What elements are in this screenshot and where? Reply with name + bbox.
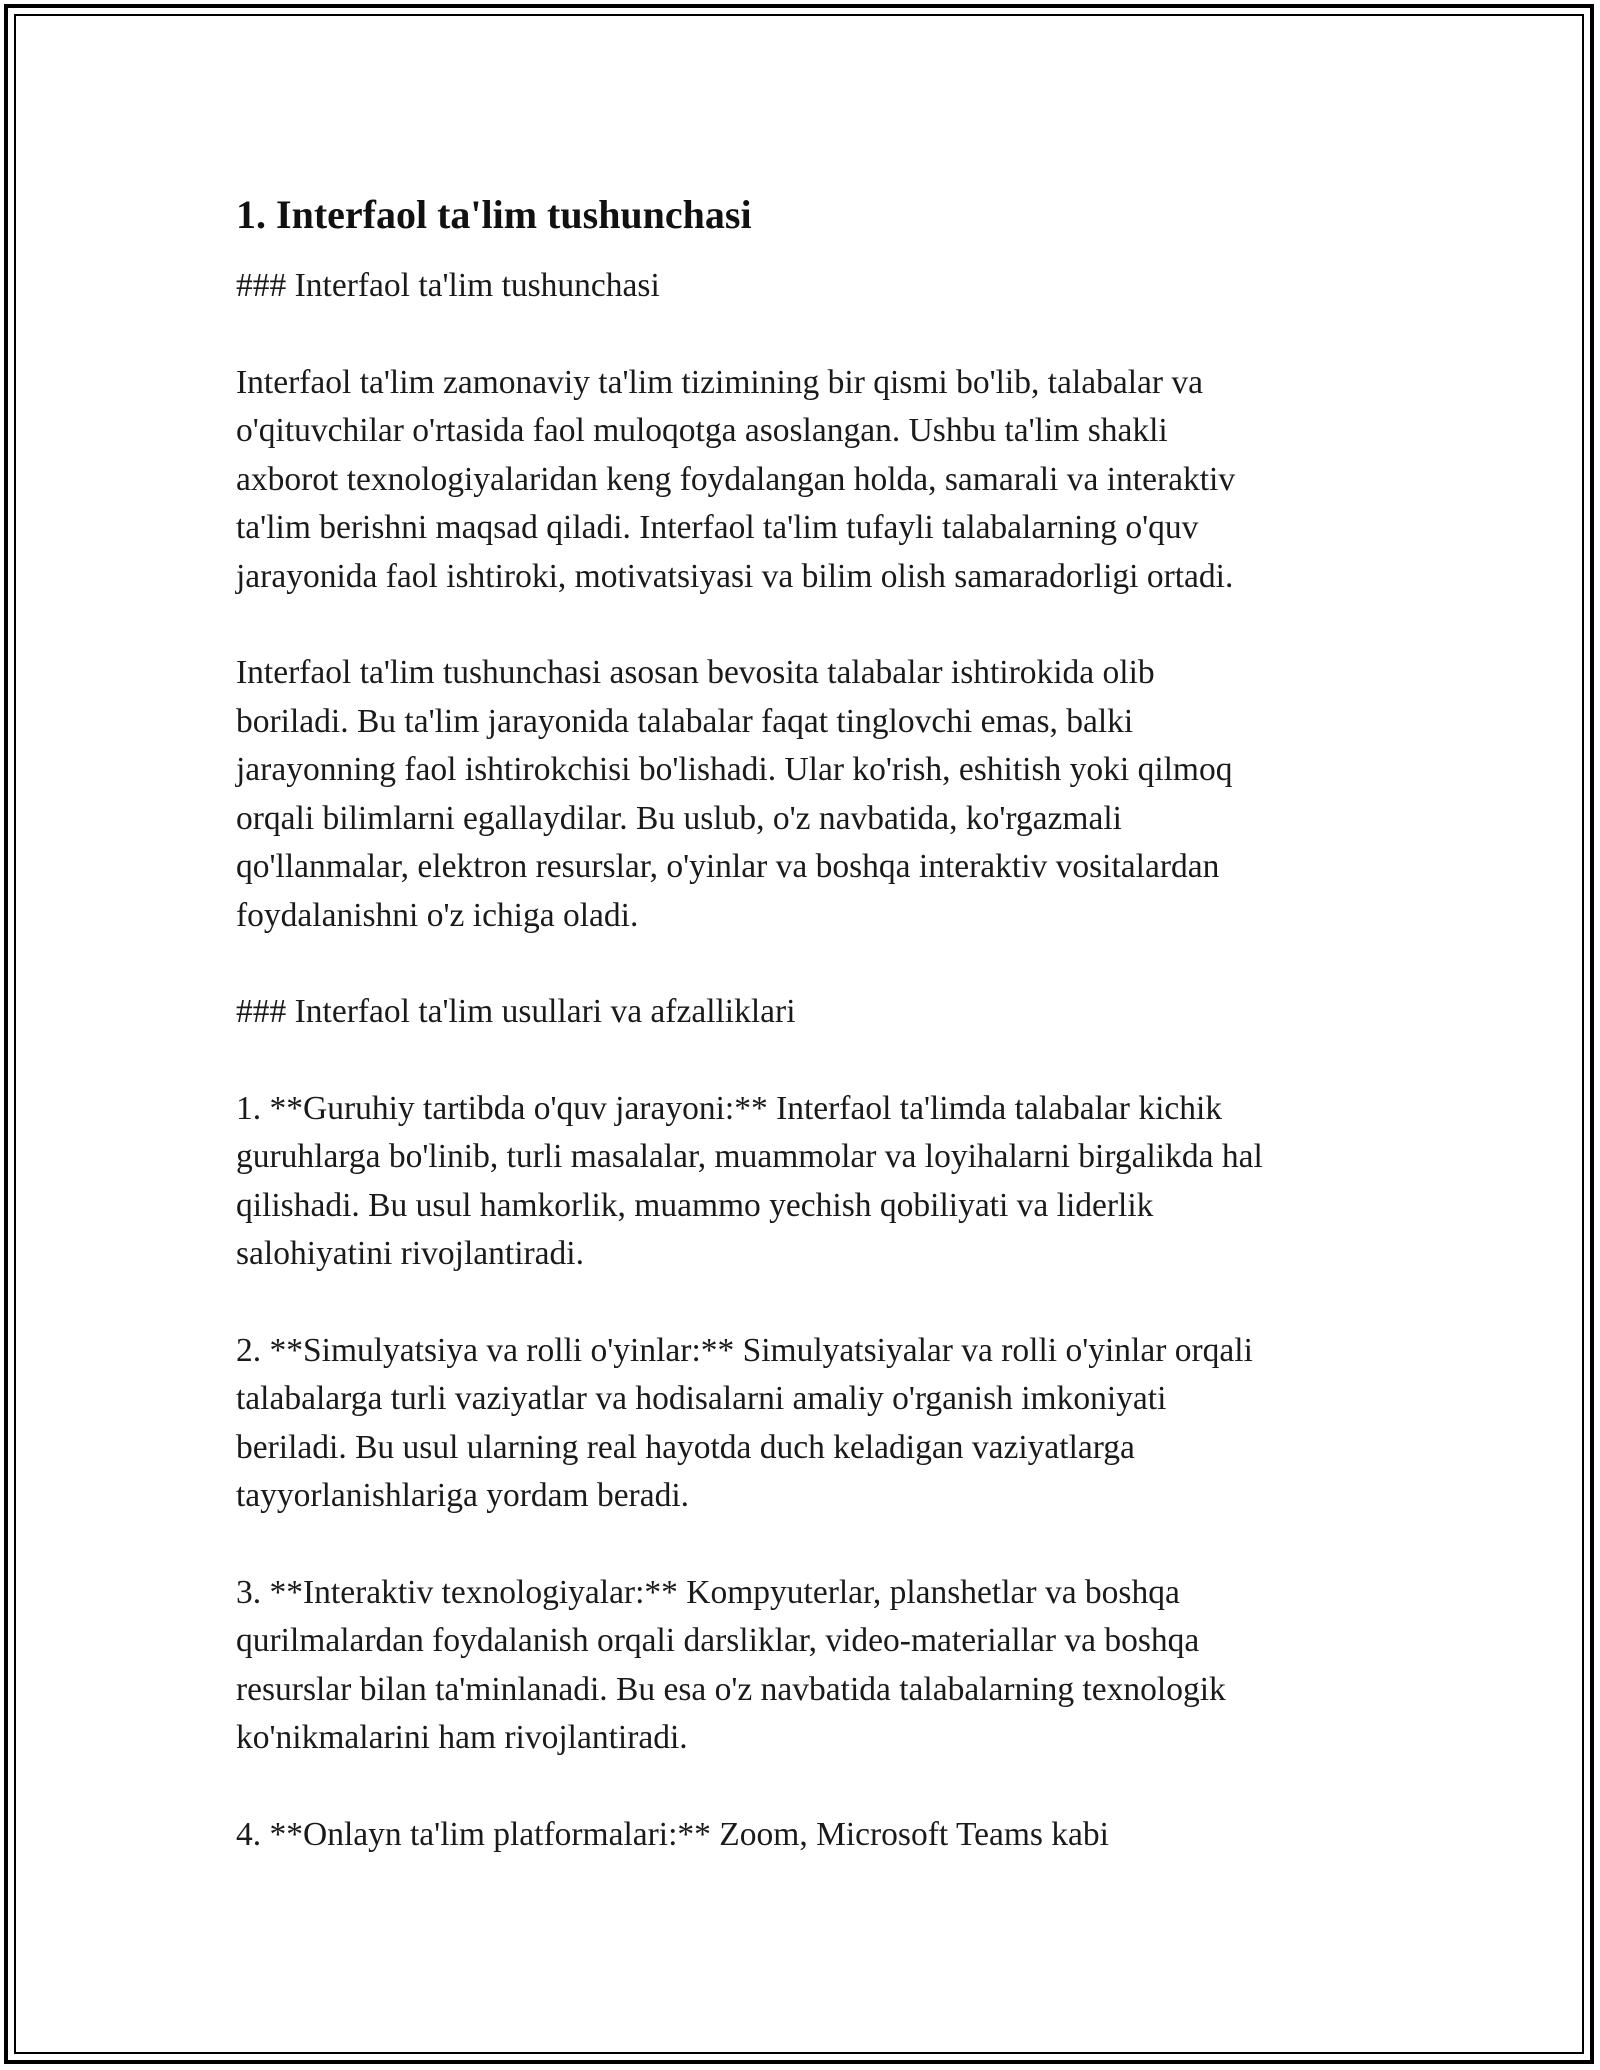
paragraph-concept: Interfaol ta'lim tushunchasi asosan bevosita talabalar ishtirokida olib boriladi. Bu ta'lim jarayonida talabalar faqat tinglovchi emas, balki jarayonning faol ishtirokchisi bo'lishadi. Ular ko'rish, eshitish yoki qilmoq orqali bilimlarni egallaydilar. Bu uslub, o'z navbatida, ko'rgazmali qo'llanmalar, elektron resurslar, o'yinlar va boshqa interaktiv vositalardan foydalanishni o'z ichiga oladi. bbox=[236, 654, 1233, 934]
document-body bbox=[236, 190, 1376, 1907]
list-item-interactive-tech: 3. **Interaktiv texnologiyalar:** Kompyuterlar, planshetlar va boshqa qurilmalardan foydalanish orqali darsliklar, video-materiallar va boshqa resurslar bilan ta'minlanadi. Bu esa o'z navbatida talabalarning texnologik ko'nikmalarini ham rivojlantiradi. bbox=[236, 1573, 1226, 1756]
subheading-methods: ### Interfaol ta'lim usullari va afzalliklari bbox=[236, 993, 796, 1030]
list-item-simulation: 2. **Simulyatsiya va rolli o'yinlar:** Simulyatsiyalar va rolli o'yinlar orqali talabalarga turli vaziyatlar va hodisalarni amaliy o'rganish imkoniyati beriladi. Bu usul ularning real hayotda duch keladigan vaziyatlarga tayyorlanishlariga yordam beradi. bbox=[236, 1331, 1253, 1514]
paragraph-intro: Interfaol ta'lim zamonaviy ta'lim tizimining bir qismi bo'lib, talabalar va o'qituvchilar o'rtasida faol muloqotga asoslangan. Ushbu ta'lim shakli axborot texnologiyalaridan keng foydalangan holda, samarali va interaktiv ta'lim berishni maqsad qiladi. Interfaol ta'lim tufayli talabalarning o'quv jarayonida faol ishtiroki, motivatsiyasi va bilim olish samaradorligi ortadi. bbox=[236, 363, 1236, 595]
subheading-concept: ### Interfaol ta'lim tushunchasi bbox=[236, 267, 660, 304]
list-item-group-learning: 1. **Guruhiy tartibda o'quv jarayoni:** Interfaol ta'limda talabalar kichik guruhlarga bo'linib, turli masalalar, muammolar va loyihalarni birgalikda hal qilishadi. Bu usul hamkorlik, muammo yechish qobiliyati va liderlik salohiyatini rivojlantiradi. bbox=[236, 1089, 1263, 1272]
document-title: 1. Interfaol ta'lim tushunchasi bbox=[236, 192, 752, 237]
list-item-online-platforms: 4. **Onlayn ta'lim platformalari:** Zoom, Microsoft Teams kabi bbox=[236, 1815, 1109, 1853]
